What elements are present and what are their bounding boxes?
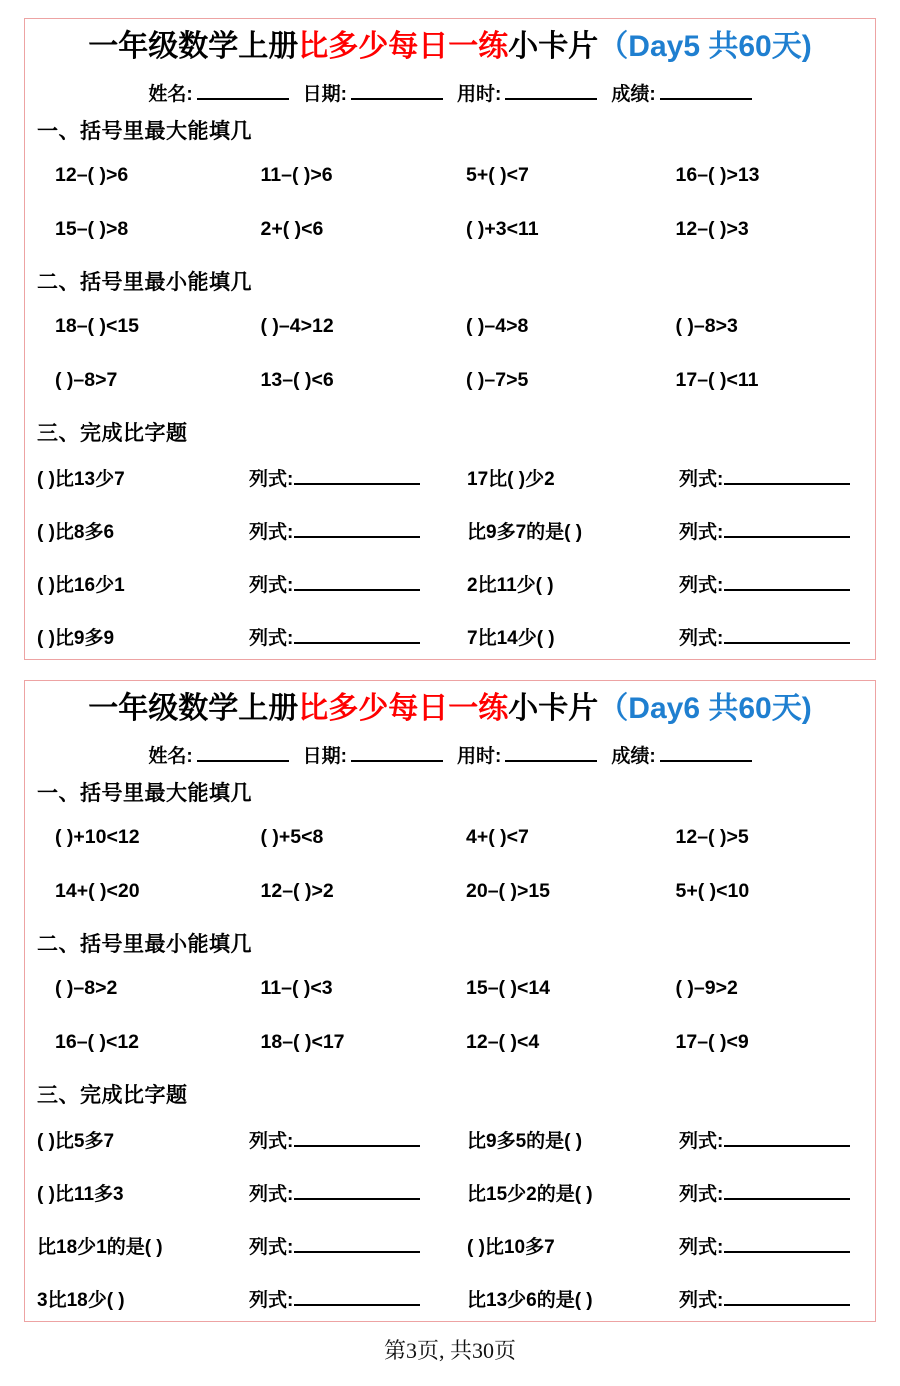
answer-blank[interactable] <box>724 1179 850 1199</box>
answer-label: 列式: <box>679 521 724 543</box>
word-problem-question[interactable]: 比15少2的是( ) <box>467 1183 593 1205</box>
section-heading-1: 一、括号里最大能填几 <box>37 781 252 805</box>
problem-item[interactable]: 18–( )<15 <box>55 315 140 337</box>
problem-item[interactable]: ( )+10<12 <box>55 826 140 848</box>
word-problem-answer[interactable] <box>679 1285 897 1312</box>
answer-label: 列式: <box>249 1289 294 1311</box>
problem-item[interactable]: 20–( )>15 <box>466 880 551 902</box>
answer-blank[interactable] <box>294 1126 420 1146</box>
date-blank[interactable] <box>351 741 443 761</box>
problem-row <box>37 811 863 865</box>
answer-blank[interactable] <box>294 1285 420 1305</box>
answer-blank[interactable] <box>724 623 850 643</box>
score-label: 成绩: <box>611 745 656 767</box>
problem-item[interactable]: 5+( )<10 <box>675 880 750 902</box>
word-problem-row <box>37 1219 863 1272</box>
answer-label: 列式: <box>249 468 294 490</box>
problem-item[interactable]: 12–( )>3 <box>675 218 749 240</box>
section-heading-3: 三、完成比字题 <box>37 421 188 445</box>
word-problem-question[interactable]: ( )比16少1 <box>37 574 125 596</box>
answer-blank[interactable] <box>294 1179 420 1199</box>
answer-label: 列式: <box>679 574 724 596</box>
word-problem-question[interactable]: ( )比11多3 <box>37 1183 124 1205</box>
problem-item[interactable]: 4+( )<7 <box>466 826 529 848</box>
name-blank[interactable] <box>197 79 289 99</box>
answer-label: 列式: <box>249 574 294 596</box>
time-field[interactable] <box>457 741 597 768</box>
answer-blank[interactable] <box>294 517 420 537</box>
word-problem-question[interactable]: 2比11少( ) <box>467 574 554 596</box>
time-label: 用时: <box>457 745 502 767</box>
practice-card-day5 <box>24 18 876 660</box>
word-problem-question[interactable]: 比18少1的是( ) <box>37 1236 163 1258</box>
problem-item[interactable]: 18–( )<17 <box>260 1031 345 1053</box>
word-problem-question[interactable]: ( )比10多7 <box>467 1236 555 1258</box>
answer-label: 列式: <box>249 521 294 543</box>
problem-item[interactable]: ( )–8>2 <box>55 977 118 999</box>
time-blank[interactable] <box>505 79 597 99</box>
name-label: 姓名: <box>148 83 193 105</box>
word-problem-question[interactable]: ( )比13少7 <box>37 468 125 490</box>
problem-item[interactable]: ( )–7>5 <box>466 369 529 391</box>
problem-row <box>37 962 863 1016</box>
answer-label: 列式: <box>679 468 724 490</box>
card-title <box>37 687 863 731</box>
word-problem-answer[interactable] <box>249 1285 467 1312</box>
answer-blank[interactable] <box>724 517 850 537</box>
word-problem-row <box>37 1113 863 1166</box>
time-label: 用时: <box>457 83 502 105</box>
score-field[interactable] <box>611 79 751 106</box>
problem-row <box>37 354 863 408</box>
answer-label: 列式: <box>249 627 294 649</box>
problem-item[interactable]: ( )–4>8 <box>466 315 529 337</box>
date-field[interactable] <box>303 741 443 768</box>
name-field[interactable] <box>148 79 288 106</box>
answer-label: 列式: <box>249 1183 294 1205</box>
time-blank[interactable] <box>505 741 597 761</box>
word-problem-row <box>37 1272 863 1325</box>
problem-item[interactable]: 12–( )<4 <box>466 1031 540 1053</box>
answer-blank[interactable] <box>724 464 850 484</box>
problem-item[interactable]: 16–( )<12 <box>55 1031 140 1053</box>
answer-blank[interactable] <box>294 570 420 590</box>
card-title-day: （Day5 共60天) <box>598 30 812 63</box>
card-title-prefix: 一年级数学上册 <box>88 30 299 63</box>
card-title-day: （Day6 共60天) <box>598 692 812 725</box>
problem-item[interactable]: 17–( )<11 <box>675 369 759 391</box>
problem-item[interactable]: 14+( )<20 <box>55 880 140 902</box>
date-blank[interactable] <box>351 79 443 99</box>
word-problem-question[interactable]: 比13少6的是( ) <box>467 1289 593 1311</box>
student-info-row <box>37 741 863 768</box>
problem-item[interactable]: 17–( )<9 <box>675 1031 749 1053</box>
score-label: 成绩: <box>611 83 656 105</box>
problem-row <box>37 300 863 354</box>
word-problem-answer[interactable] <box>249 1232 467 1259</box>
problem-item[interactable]: ( )–8>3 <box>675 315 738 337</box>
word-problem-answer[interactable] <box>679 623 897 650</box>
problem-item[interactable]: 11–( )>6 <box>260 164 333 186</box>
card-title <box>37 25 863 69</box>
problem-item[interactable]: 2+( )<6 <box>260 218 324 240</box>
answer-blank[interactable] <box>724 1232 850 1252</box>
answer-blank[interactable] <box>294 623 420 643</box>
problem-item[interactable]: 16–( )>13 <box>675 164 760 186</box>
word-problem-row <box>37 557 863 610</box>
problem-item[interactable]: 12–( )>5 <box>675 826 749 848</box>
word-problem-answer[interactable] <box>249 464 467 491</box>
problem-item[interactable]: 13–( )<6 <box>260 369 334 391</box>
section-heading-1: 一、括号里最大能填几 <box>37 119 252 143</box>
word-problem-question[interactable]: ( )比8多6 <box>37 521 115 543</box>
name-field[interactable] <box>148 741 288 768</box>
student-info-row <box>37 79 863 106</box>
problem-item[interactable]: ( )–8>7 <box>55 369 118 391</box>
word-problem-answer[interactable] <box>249 1126 467 1153</box>
word-problem-row <box>37 610 863 663</box>
answer-label: 列式: <box>679 1289 724 1311</box>
answer-label: 列式: <box>679 1183 724 1205</box>
word-problem-answer[interactable] <box>679 1179 897 1206</box>
word-problem-question[interactable]: 17比( )少2 <box>467 468 555 490</box>
problem-item[interactable]: 12–( )>6 <box>55 164 129 186</box>
problem-item[interactable]: 12–( )>2 <box>260 880 334 902</box>
word-problem-answer[interactable] <box>679 1232 897 1259</box>
problem-item[interactable]: 5+( )<7 <box>466 164 529 186</box>
word-problem-answer[interactable] <box>679 570 897 597</box>
score-blank[interactable] <box>660 741 752 761</box>
problem-item[interactable]: ( )–9>2 <box>675 977 738 999</box>
word-problem-answer[interactable] <box>249 1179 467 1206</box>
word-problem-question[interactable]: ( )比5多7 <box>37 1130 115 1152</box>
word-problem-question[interactable]: ( )比9多9 <box>37 627 115 649</box>
answer-label: 列式: <box>679 1130 724 1152</box>
problem-item[interactable]: 11–( )<3 <box>260 977 333 999</box>
answer-blank[interactable] <box>294 1232 420 1252</box>
word-problem-row <box>37 1166 863 1219</box>
card-title-topic: 比多少每日一练 <box>298 30 509 63</box>
problem-item[interactable]: 15–( )<14 <box>466 977 551 999</box>
page-footer: 第3页, 共30页 <box>383 1338 516 1363</box>
word-problem-question[interactable]: 7比14少( ) <box>467 627 555 649</box>
section-heading-2: 二、括号里最小能填几 <box>37 932 252 956</box>
section-heading-3: 三、完成比字题 <box>37 1083 188 1107</box>
answer-label: 列式: <box>679 627 724 649</box>
word-problem-row <box>37 504 863 557</box>
answer-label: 列式: <box>249 1236 294 1258</box>
problem-item[interactable]: ( )–4>12 <box>260 315 334 337</box>
card-title-suffix: 小卡片 <box>508 692 599 725</box>
word-problem-answer[interactable] <box>679 517 897 544</box>
score-field[interactable] <box>611 741 751 768</box>
word-problem-answer[interactable] <box>679 1126 897 1153</box>
word-problem-answer[interactable] <box>249 517 467 544</box>
answer-blank[interactable] <box>724 1126 850 1146</box>
problem-item[interactable]: ( )+3<11 <box>466 218 539 240</box>
time-field[interactable] <box>457 79 597 106</box>
problem-row <box>37 149 863 203</box>
word-problem-question[interactable]: 比9多7的是( ) <box>467 521 583 543</box>
word-problem-answer[interactable] <box>249 570 467 597</box>
word-problem-answer[interactable] <box>249 623 467 650</box>
problem-row <box>37 865 863 919</box>
problem-row <box>37 1016 863 1070</box>
word-problem-row <box>37 451 863 504</box>
card-title-topic: 比多少每日一练 <box>298 692 509 725</box>
answer-blank[interactable] <box>724 1285 850 1305</box>
section-heading-2: 二、括号里最小能填几 <box>37 270 252 294</box>
word-problem-answer[interactable] <box>679 464 897 491</box>
answer-label: 列式: <box>249 1130 294 1152</box>
date-label: 日期: <box>302 745 347 767</box>
practice-card-day6 <box>24 680 876 1322</box>
answer-blank[interactable] <box>294 464 420 484</box>
score-blank[interactable] <box>660 79 752 99</box>
date-field[interactable] <box>303 79 443 106</box>
answer-label: 列式: <box>679 1236 724 1258</box>
card-title-prefix: 一年级数学上册 <box>88 692 299 725</box>
word-problem-question[interactable]: 3比18少( ) <box>37 1289 125 1311</box>
problem-item[interactable]: 15–( )>8 <box>55 218 129 240</box>
answer-blank[interactable] <box>724 570 850 590</box>
name-label: 姓名: <box>148 745 193 767</box>
date-label: 日期: <box>302 83 347 105</box>
card-title-suffix: 小卡片 <box>508 30 599 63</box>
problem-row <box>37 203 863 257</box>
problem-item[interactable]: ( )+5<8 <box>260 826 324 848</box>
name-blank[interactable] <box>197 741 289 761</box>
word-problem-question[interactable]: 比9多5的是( ) <box>467 1130 583 1152</box>
